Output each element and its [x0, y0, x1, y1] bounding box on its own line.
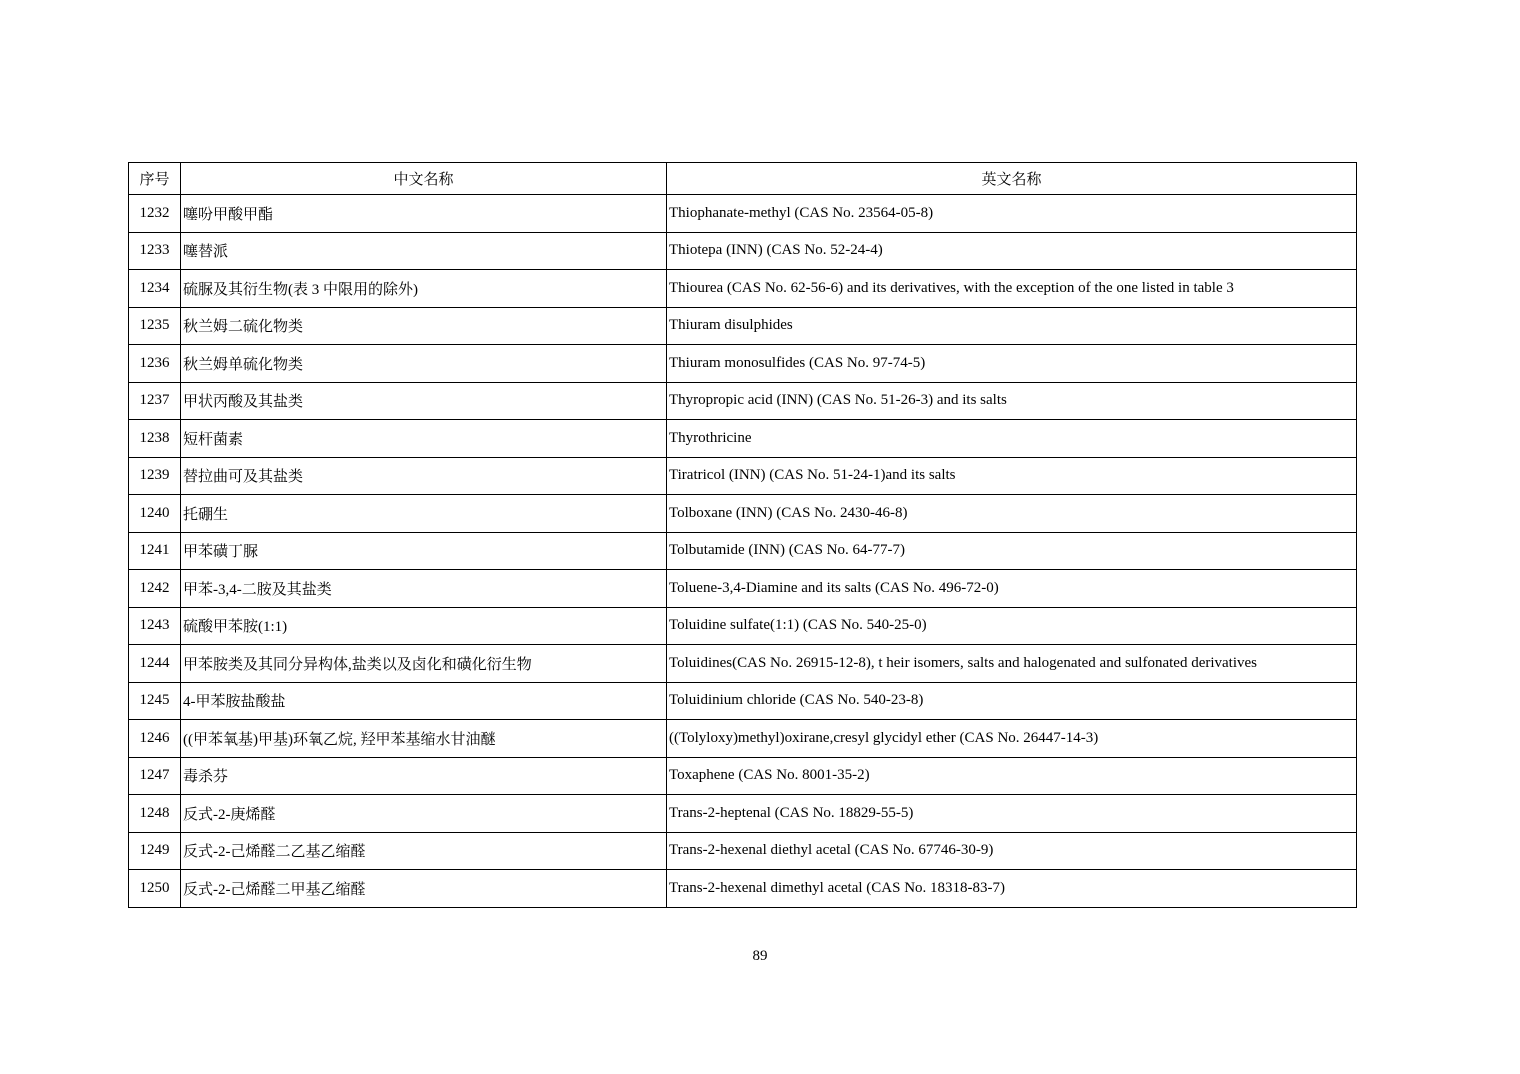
header-serial-number: 序号: [129, 163, 181, 195]
table-row: [129, 420, 1357, 458]
chinese-name-cell: 噻替派: [181, 232, 667, 270]
table-row: [129, 382, 1357, 420]
header-row: [129, 163, 1357, 195]
serial-number-cell: 1250: [129, 870, 181, 908]
english-name-cell: Toluidines(CAS No. 26915-12-8), t heir isomers, salts and halogenated and sulfonated derivatives: [667, 645, 1357, 683]
serial-number-cell: 1249: [129, 832, 181, 870]
chinese-name-cell: 噻吩甲酸甲酯: [181, 195, 667, 233]
chinese-name-cell: 硫脲及其衍生物(表 3 中限用的除外): [181, 270, 667, 308]
english-name-cell: Thiophanate-methyl (CAS No. 23564-05-8): [667, 195, 1357, 233]
table-row: [129, 795, 1357, 833]
table-body: [129, 195, 1357, 908]
chinese-name-cell: 甲苯-3,4-二胺及其盐类: [181, 570, 667, 608]
serial-number-cell: 1235: [129, 307, 181, 345]
english-name-cell: Tiratricol (INN) (CAS No. 51-24-1)and its salts: [667, 457, 1357, 495]
english-name-cell: Toluene-3,4-Diamine and its salts (CAS No. 496-72-0): [667, 570, 1357, 608]
table-row: [129, 832, 1357, 870]
chinese-name-cell: 甲苯胺类及其同分异构体,盐类以及卤化和磺化衍生物: [181, 645, 667, 683]
chinese-name-cell: 替拉曲可及其盐类: [181, 457, 667, 495]
table-row: [129, 495, 1357, 533]
table-row: [129, 570, 1357, 608]
english-name-cell: Toluidine sulfate(1:1) (CAS No. 540-25-0): [667, 607, 1357, 645]
serial-number-cell: 1240: [129, 495, 181, 533]
chinese-name-cell: 反式-2-庚烯醛: [181, 795, 667, 833]
english-name-cell: Thyrothricine: [667, 420, 1357, 458]
table-row: [129, 232, 1357, 270]
table-row: [129, 757, 1357, 795]
table-row: [129, 682, 1357, 720]
page-number: 89: [752, 948, 768, 964]
serial-number-cell: 1239: [129, 457, 181, 495]
chinese-name-cell: 甲状丙酸及其盐类: [181, 382, 667, 420]
english-name-cell: Tolboxane (INN) (CAS No. 2430-46-8): [667, 495, 1357, 533]
chinese-name-cell: 4-甲苯胺盐酸盐: [181, 682, 667, 720]
chinese-name-cell: 反式-2-己烯醛二甲基乙缩醛: [181, 870, 667, 908]
english-name-cell: Tolbutamide (INN) (CAS No. 64-77-7): [667, 532, 1357, 570]
serial-number-cell: 1244: [129, 645, 181, 683]
table-row: [129, 645, 1357, 683]
serial-number-cell: 1242: [129, 570, 181, 608]
english-name-cell: Trans-2-hexenal dimethyl acetal (CAS No. 18318-83-7): [667, 870, 1357, 908]
serial-number-cell: 1232: [129, 195, 181, 233]
english-name-cell: ((Tolyloxy)methyl)oxirane,cresyl glycidyl ether (CAS No. 26447-14-3): [667, 720, 1357, 758]
table-row: [129, 720, 1357, 758]
header-english-name: 英文名称: [667, 163, 1357, 195]
serial-number-cell: 1243: [129, 607, 181, 645]
substance-table: [128, 162, 1357, 908]
table-row: [129, 457, 1357, 495]
english-name-cell: Toxaphene (CAS No. 8001-35-2): [667, 757, 1357, 795]
english-name-cell: Thiourea (CAS No. 62-56-6) and its derivatives, with the exception of the one listed in table 3: [667, 270, 1357, 308]
table-row: [129, 270, 1357, 308]
serial-number-cell: 1241: [129, 532, 181, 570]
table-row: [129, 345, 1357, 383]
chinese-name-cell: 毒杀芬: [181, 757, 667, 795]
serial-number-cell: 1233: [129, 232, 181, 270]
serial-number-cell: 1236: [129, 345, 181, 383]
chinese-name-cell: 短杆菌素: [181, 420, 667, 458]
table-row: [129, 607, 1357, 645]
chinese-name-cell: 硫酸甲苯胺(1:1): [181, 607, 667, 645]
table-row: [129, 532, 1357, 570]
chinese-name-cell: 秋兰姆单硫化物类: [181, 345, 667, 383]
chinese-name-cell: 秋兰姆二硫化物类: [181, 307, 667, 345]
chinese-name-cell: ((甲苯氧基)甲基)环氧乙烷, 羟甲苯基缩水甘油醚: [181, 720, 667, 758]
english-name-cell: Toluidinium chloride (CAS No. 540-23-8): [667, 682, 1357, 720]
english-name-cell: Thiuram disulphides: [667, 307, 1357, 345]
english-name-cell: Trans-2-hexenal diethyl acetal (CAS No. 67746-30-9): [667, 832, 1357, 870]
serial-number-cell: 1247: [129, 757, 181, 795]
english-name-cell: Thiotepa (INN) (CAS No. 52-24-4): [667, 232, 1357, 270]
table-row: [129, 195, 1357, 233]
serial-number-cell: 1245: [129, 682, 181, 720]
serial-number-cell: 1248: [129, 795, 181, 833]
serial-number-cell: 1238: [129, 420, 181, 458]
english-name-cell: Thyropropic acid (INN) (CAS No. 51-26-3) and its salts: [667, 382, 1357, 420]
chinese-name-cell: 反式-2-己烯醛二乙基乙缩醛: [181, 832, 667, 870]
english-name-cell: Trans-2-heptenal (CAS No. 18829-55-5): [667, 795, 1357, 833]
serial-number-cell: 1237: [129, 382, 181, 420]
chinese-name-cell: 托硼生: [181, 495, 667, 533]
english-name-cell: Thiuram monosulfides (CAS No. 97-74-5): [667, 345, 1357, 383]
table-row: [129, 870, 1357, 908]
table-row: [129, 307, 1357, 345]
serial-number-cell: 1234: [129, 270, 181, 308]
serial-number-cell: 1246: [129, 720, 181, 758]
header-chinese-name: 中文名称: [181, 163, 667, 195]
table-header: [129, 163, 1357, 195]
chinese-name-cell: 甲苯磺丁脲: [181, 532, 667, 570]
